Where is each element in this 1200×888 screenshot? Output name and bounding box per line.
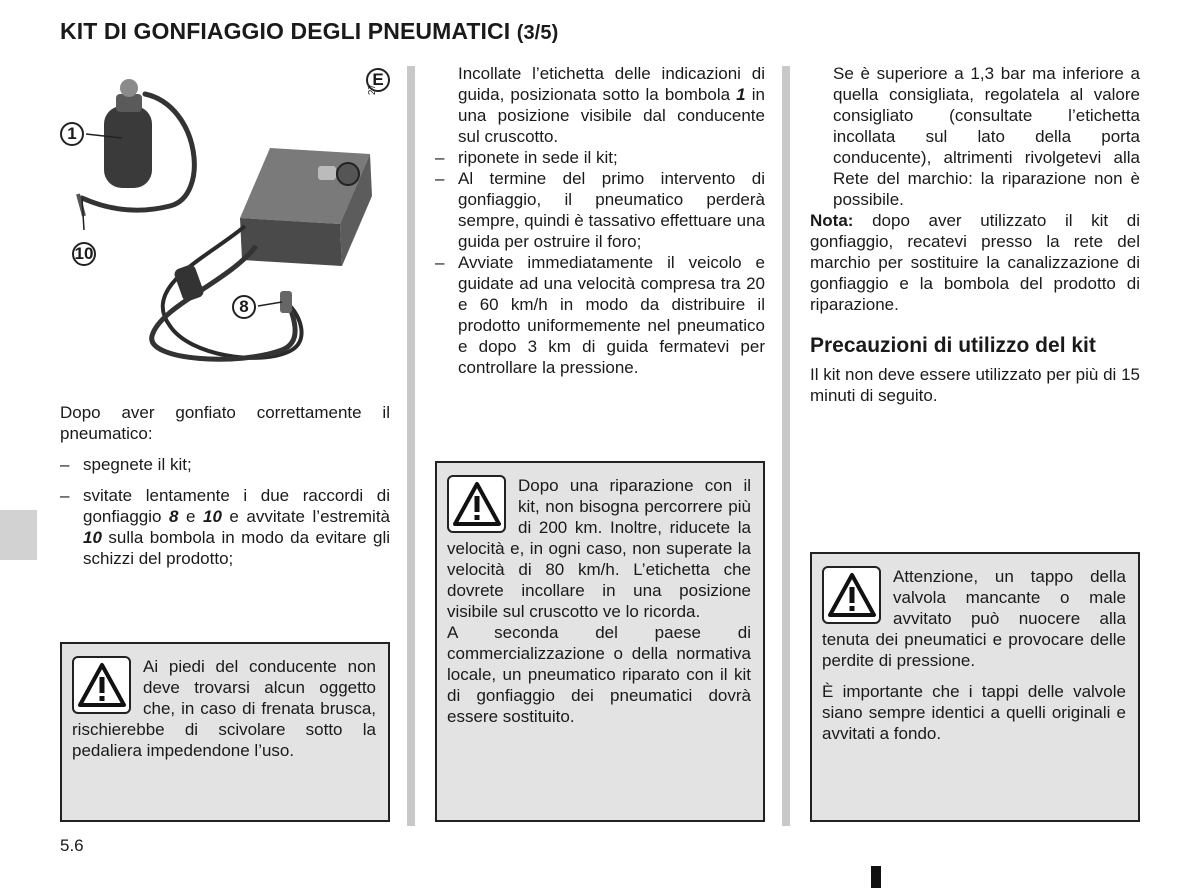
warning-text-2: A seconda del paese di commercializzazione o della normativa locale, un pneumatico riparato con il kit di gonfiaggio dei pneumatici dovrà essere sostituito.: [447, 623, 751, 726]
warning-icon: [447, 475, 506, 533]
intro-text: Dopo aver gonfiato correttamente il pneumatico:: [60, 403, 390, 443]
title-part: (3/5): [516, 22, 559, 44]
list-item: – spegnete il kit;: [60, 454, 390, 475]
warning-text-2: È importante che i tappi delle valvole siano sempre identici a quelli originali e avvitati a fondo.: [822, 682, 1126, 743]
pressure-continuation: Se è superiore a 1,3 bar ma inferiore a quella consigliata, regolatela al valore consigliato (consultate l’etichetta incollata sul lato della porta conducente), altrimenti rivolgetevi alla Rete del marchio: la riparazione non è possibile.: [833, 64, 1140, 209]
list-item: – svitate lentamente i due raccordi di gonfiaggio 8 e 10 e avvitate l’estremità 10 sulla bombola in modo da evitare gli schizzi del prodotto;: [60, 485, 390, 569]
column-2: [435, 63, 765, 378]
section-heading: Precauzioni di utilizzo del kit: [810, 334, 1096, 357]
list-item: – Al termine del primo intervento di gonfiaggio, il pneumatico perderà sempre, quindi è tassativo effettuare una guida per ostruire il foro;: [435, 168, 765, 252]
warning-box-driver-area: [60, 642, 390, 822]
page-title: [60, 18, 558, 45]
warning-text: Dopo una riparazione con il kit, non bisogna percorrere più di 200 km. Inoltre, riducete la velocità e, in ogni caso, non superate la velocità di 80 km/h. L’etichetta che dovrete incollare in una posizione visibile sul cruscotto ve lo ricorda.: [447, 476, 751, 621]
section-tab: [0, 510, 37, 560]
page-number: 5.6: [60, 836, 84, 855]
list-item: – Avviate immediatamente il veicolo e guidate ad una velocità compresa tra 20 e 60 km/h in modo da distribuire il prodotto uniformemente nel pneumatico e dopo 3 km di guida fermatevi per controllare la pressione.: [435, 252, 765, 378]
callout-1: 1: [60, 122, 84, 146]
list-item: – riponete in sede il kit;: [435, 147, 765, 168]
warning-box-valve-cap: [810, 552, 1140, 822]
warning-box-after-repair: [435, 461, 765, 822]
warning-text: Ai piedi del conducente non deve trovarsi alcun oggetto che, in caso di frenata brusca, rischierebbe di scivolare sotto la pedaliera impedendone l’uso.: [72, 657, 376, 760]
column-divider-1: [407, 66, 415, 826]
column-3: [810, 63, 1140, 406]
warning-text: Attenzione, un tappo della valvola mancante o male avvitato può nuocere alla tenuta dei pneumatici e provocare delle perdite di pressione.: [822, 567, 1126, 670]
callout-8: 8: [232, 295, 256, 319]
column-divider-2: [782, 66, 790, 826]
figure-ref-code: 27: [367, 84, 378, 96]
kit-illustration: [60, 66, 390, 376]
precaution-text: Il kit non deve essere utilizzato per più di 15 minuti di seguito.: [810, 365, 1140, 405]
column-1: [60, 402, 390, 569]
warning-icon: [822, 566, 881, 624]
title-main: KIT DI GONFIAGGIO DEGLI PNEUMATICI: [60, 18, 511, 44]
note: Nota: dopo aver utilizzato il kit di gonfiaggio, recatevi presso la rete del marchio per sostituire la canalizzazione di gonfiaggio e la bombola del prodotto di riparazione.: [810, 211, 1140, 314]
edge-marker: [871, 866, 881, 888]
label-instruction: Incollate l’etichetta delle indicazioni di guida, posizionata sotto la bombola 1 in una posizione visibile dal conducente sul cruscotto.: [458, 64, 765, 146]
callout-10: 10: [72, 242, 96, 266]
warning-icon: [72, 656, 131, 714]
kit-drawing: [60, 66, 390, 376]
figure-badge: E: [366, 68, 390, 92]
